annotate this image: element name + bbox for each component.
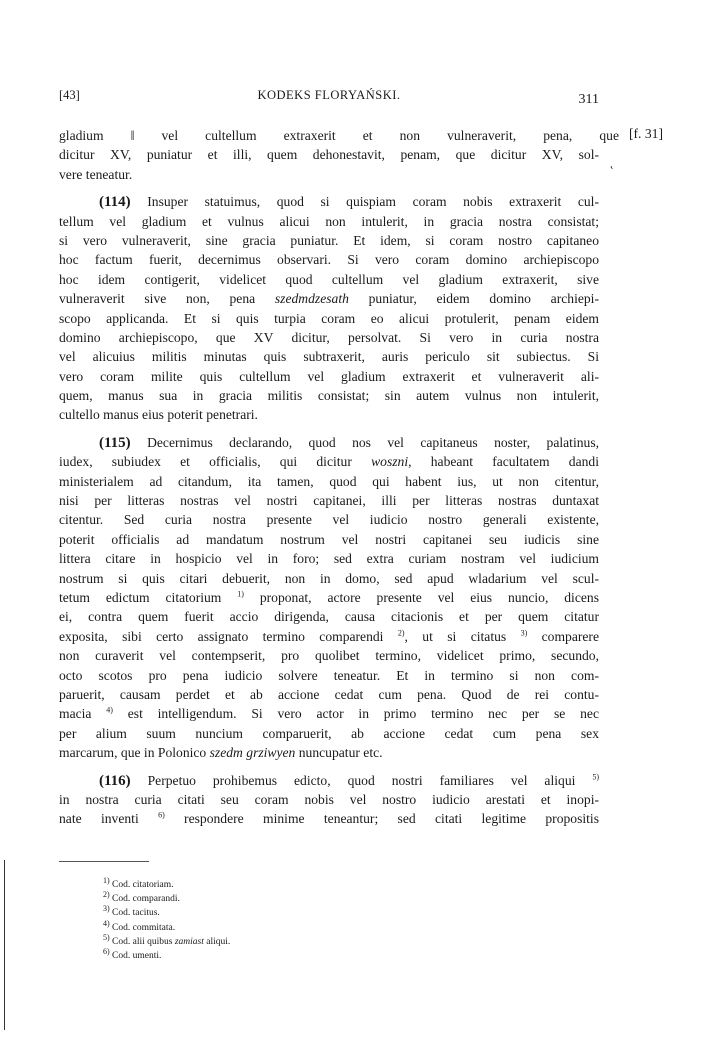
footnote-ref: 2) [397,628,405,638]
text-line: per alium suum nuncium comparuerit, ab accione cedat cum pena sex [59,725,599,741]
footnote-ref: 1) [237,589,244,599]
text-line: vero coram milite quis cultellum vel gladium extraxerit et vulneraverit ali- [59,368,599,384]
text-line: non curaverit vel contempserit, pro quolibet termino, videlicet primo, secundo, [59,648,599,664]
text-line: (114) Insuper statuimus, quod si quispiam coram nobis extraxerit cul- [99,194,599,211]
text-line: scopo applicanda. Et si quis turpia coram eo alicui protulerit, penam eidem [59,310,599,326]
footnote: $^{4)}$ Cod. commitata. [103,918,176,933]
footnote-ref: 6) [158,810,165,820]
text-line: vulneraverit sive non, pena szedmdzesath puniatur, eidem domino archiepi- [59,291,599,307]
text-line: vel alicuius militis minutas quis subtraxerit, auris periculo sit subiectus. Si [59,349,599,365]
paragraph-114 [59,192,599,425]
text-line: vere teneatur. [59,166,133,182]
paragraph-continuation [59,126,619,184]
folio-marginal-note: [f. 31] [629,126,663,141]
text-line: octo scotos pro pena iudicio solvere teneatur. Et in termino si non com- [59,667,599,683]
polish-term: szedm grziwyen [209,745,296,761]
margin-mark: ˛ [610,155,614,169]
text-line: ministerialem ad citandum, ita tamen, quod qui habent ius, ut non citentur, [59,473,599,489]
footnote: $^{3)}$ Cod. tacitus. [103,904,160,919]
text-line: exposita, sibi certo assignato termino comparendi $^{2)}$, ut si citatus $^{3)}$ comparere [59,628,599,644]
footnote-divider [59,861,149,862]
polish-term: woszni [371,454,409,470]
running-title: KODEKS FLORYAŃSKI. [257,88,401,102]
footnote-ref: 3) [520,628,528,638]
text-line: tellum vel gladium et vulnus alicui non intulerit, in gracia nostra consistat; [59,213,599,229]
polish-term: szedmdzesath [274,291,349,307]
text-line: si vero vulneraverit, sine gracia puniatur. Et idem, si coram nostro capitaneo [59,232,599,248]
paragraph-115 [59,433,599,763]
text-line: domino archiepiscopo, que XV dicitur, persolvat. Si vero in curia nostra [59,329,599,345]
text-line: iudex, subiudex et officialis, qui dicitur woszni, habeant facultatem dandi [59,454,599,470]
text-line: gladium ‖ vel cultellum extraxerit et non vulneraverit, pena, que [59,128,619,143]
footnote: $^{5)}$ Cod. alii quibus zamiast aliqui. [103,932,231,947]
text-line: hoc idem contigerit, videlicet quod cultellum vel gladium extraxerit, sive [59,271,599,287]
footnote: $^{6)}$ Cod. umenti. [103,946,162,962]
body-text [59,126,619,829]
paragraph-number: (115) [99,434,131,451]
text-line: (115) Decernimus declarando, quod nos vel capitaneus noster, palatinus, [99,434,600,451]
footnote-ref: 5) [592,771,600,781]
text-line: poterit officialis ad mandatum nostrum vel nostri capitanei seu iudicis sine [59,531,599,547]
text-line: marcarum, que in Polonico szedm grziwyen nuncupatur etc. [59,745,383,761]
text-line: in nostra curia citati seu coram nobis vel nostro iudicio arestati et inopi- [59,791,599,807]
text-line: nate inventi $^{6)}$ respondere minime teneantur; sed citati legitime propositis [59,810,600,827]
text-line: ei, contra quem fuerit accio dirigenda, causa citacionis et per quem citatur [59,609,599,625]
paragraph-116 [59,771,599,829]
page-edge-line [4,860,5,1030]
text-line: paruerit, causam perdet et ab accione cedat cum pena. Quod de rei contu- [59,686,599,702]
page-number: 311 [578,92,599,107]
paragraph-number: (116) [99,772,131,789]
text-line: macia $^{4)}$ est intelligendum. Si vero actor in primo termino nec per se nec [59,705,599,722]
text-line: dicitur XV, puniatur et illi, quem dehonestavit, penam, que dicitur XV, sol- [59,147,599,163]
paragraph-number: (114) [99,194,131,211]
footnote-ref: 4) [106,705,113,715]
page-section-number: [43] [59,88,80,102]
text-line: (116) Perpetuo prohibemus edicto, quod nostri familiares vel aliqui $^{5)}$ [99,771,600,789]
footnote: $^{2)}$ Cod. comparandi. [103,890,180,905]
footnote: $^{1)}$ Cod. citatoriam. [103,875,174,890]
text-line: citentur. Sed curia nostra presente vel iudicio nostro generali existente, [59,512,599,528]
footnotes [103,875,231,963]
text-line: cultello manus eius poterit penetrari. [59,407,258,423]
text-line: quem, manus sua in gracia militis consistat; sin autem vulnus non intulerit, [59,388,599,404]
text-line: hoc factum fuerit, decernimus observari. Si vero coram domino archiepiscopo [59,252,599,268]
running-header [59,88,599,110]
text-line: tetum edictum citatorium $^{1)}$ proponat, actore presente vel eius nuncio, dicens [59,589,599,605]
text-line: nisi per litteras nostras vel nostri capitanei, illi per litteras nostras duntaxat [59,493,599,509]
text-line: littera citare in hospicio vel in foro; sed extra curiam nostram vel iudicium [59,551,599,567]
text-line: nostrum si quis citari debuerit, non in domo, sed apud wladarium vel scul- [59,570,599,586]
